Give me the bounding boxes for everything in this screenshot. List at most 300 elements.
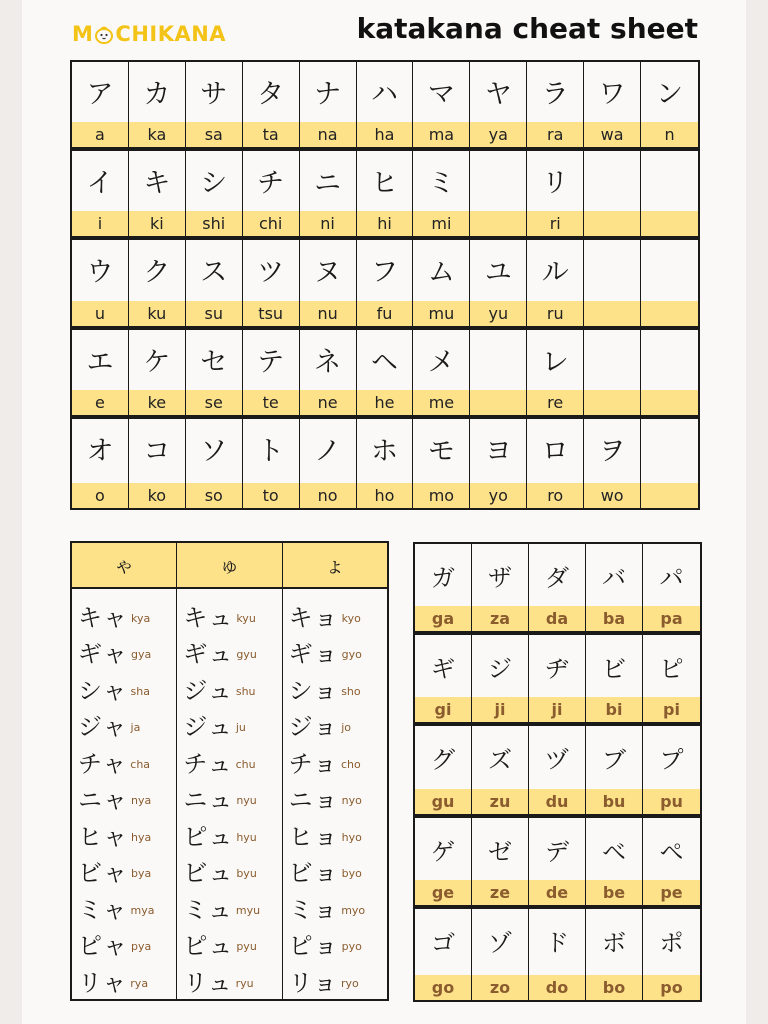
yoon-row bbox=[72, 634, 176, 671]
kana-char: ク bbox=[143, 257, 171, 289]
kana-cell bbox=[357, 151, 414, 240]
kana-char: ユ bbox=[484, 257, 512, 289]
romaji-label: go bbox=[415, 975, 471, 1000]
yoon-kana: ニョ bbox=[288, 786, 339, 815]
kana-cell bbox=[641, 419, 698, 508]
logo bbox=[72, 22, 226, 46]
romaji-label: du bbox=[529, 789, 585, 814]
romaji-label bbox=[584, 301, 640, 326]
yoon-romaji: nyu bbox=[236, 794, 257, 808]
romaji-label: za bbox=[472, 606, 528, 631]
yoon-kana: ショ bbox=[288, 676, 339, 705]
yoon-romaji: hyo bbox=[341, 830, 362, 844]
kana-cell bbox=[413, 419, 470, 508]
kana-char: リ bbox=[541, 168, 569, 200]
mascot-icon bbox=[94, 24, 114, 44]
dakuten-cell bbox=[586, 635, 643, 726]
yoon-romaji: pya bbox=[131, 940, 152, 954]
romaji-label bbox=[641, 301, 698, 326]
kana-cell bbox=[300, 151, 357, 240]
dakuten-grid bbox=[413, 542, 702, 1002]
page-title: katakana cheat sheet bbox=[356, 12, 698, 45]
kana-char: ケ bbox=[143, 346, 171, 378]
logo-text-start: M bbox=[72, 22, 94, 46]
romaji-label: fu bbox=[357, 301, 413, 326]
kana-cell bbox=[300, 240, 357, 329]
kana-char: ヌ bbox=[314, 257, 342, 289]
dakuten-cell bbox=[586, 544, 643, 635]
kana-char: テ bbox=[257, 346, 285, 378]
kana-char: ア bbox=[86, 79, 114, 110]
dakuten-cell bbox=[529, 818, 586, 909]
yoon-kana: チョ bbox=[288, 749, 338, 778]
kana-char: ド bbox=[545, 928, 569, 957]
yoon-row bbox=[72, 853, 176, 890]
kana-cell bbox=[129, 240, 186, 329]
kana-char: ン bbox=[656, 79, 684, 110]
yoon-romaji: gyu bbox=[236, 648, 257, 662]
kana-cell bbox=[129, 330, 186, 419]
yoon-header: ゃ bbox=[72, 543, 176, 589]
dakuten-cell bbox=[415, 818, 472, 909]
yoon-kana: ミュ bbox=[183, 895, 233, 924]
kana-cell bbox=[186, 62, 243, 151]
yoon-romaji: hyu bbox=[236, 830, 257, 844]
romaji-label: yo bbox=[470, 483, 526, 508]
yoon-header: ょ bbox=[283, 543, 387, 589]
dakuten-cell bbox=[472, 544, 529, 635]
yoon-kana: ニャ bbox=[78, 786, 128, 815]
romaji-label: ni bbox=[300, 211, 356, 236]
romaji-label: bo bbox=[586, 975, 642, 1000]
romaji-label: ji bbox=[529, 697, 585, 722]
kana-char: ル bbox=[541, 257, 569, 289]
yoon-romaji: gyo bbox=[341, 648, 362, 662]
kana-char: ム bbox=[427, 257, 455, 289]
yoon-row bbox=[177, 597, 281, 634]
dakuten-cell bbox=[586, 909, 643, 1000]
yoon-romaji: ju bbox=[235, 721, 246, 735]
kana-cell bbox=[357, 419, 414, 508]
kana-char: マ bbox=[427, 79, 455, 110]
yoon-kana: ピャ bbox=[78, 932, 128, 961]
kana-cell bbox=[72, 240, 129, 329]
yoon-row bbox=[283, 670, 387, 707]
yoon-row bbox=[72, 670, 176, 707]
yoon-row bbox=[283, 889, 387, 926]
kana-char: ヂ bbox=[545, 655, 569, 684]
romaji-label: na bbox=[300, 122, 356, 147]
kana-char: メ bbox=[427, 346, 455, 378]
yoon-kana: ミャ bbox=[78, 895, 128, 924]
dakuten-cell bbox=[415, 909, 472, 1000]
kana-cell bbox=[641, 62, 698, 151]
yoon-romaji: kyo bbox=[341, 611, 361, 625]
kana-cell bbox=[300, 62, 357, 151]
romaji-label: shi bbox=[186, 211, 242, 236]
kana-cell bbox=[129, 151, 186, 240]
yoon-kana: チュ bbox=[183, 749, 233, 778]
kana-char: ギ bbox=[431, 655, 455, 684]
romaji-label: me bbox=[413, 390, 469, 415]
kana-char: パ bbox=[659, 564, 684, 592]
yoon-kana: ジャ bbox=[78, 713, 128, 742]
kana-char: デ bbox=[545, 837, 569, 866]
yoon-kana: ビュ bbox=[183, 859, 234, 888]
yoon-romaji: pyu bbox=[236, 940, 257, 954]
romaji-label: de bbox=[529, 880, 585, 905]
romaji-label: a bbox=[72, 122, 128, 147]
kana-cell bbox=[413, 62, 470, 151]
kana-char: フ bbox=[370, 257, 398, 289]
kana-char: ウ bbox=[86, 257, 114, 289]
dakuten-cell bbox=[643, 818, 700, 909]
kana-char: ト bbox=[257, 435, 285, 467]
yoon-romaji: ryo bbox=[340, 976, 359, 990]
kana-cell bbox=[470, 240, 527, 329]
romaji-label: pu bbox=[643, 789, 700, 814]
yoon-kana: ギョ bbox=[288, 640, 339, 669]
yoon-romaji: bya bbox=[131, 867, 152, 881]
kana-char: オ bbox=[86, 435, 114, 467]
kana-char: ヒ bbox=[370, 168, 398, 200]
kana-cell bbox=[527, 151, 584, 240]
dakuten-cell bbox=[472, 818, 529, 909]
romaji-label: ho bbox=[357, 483, 413, 508]
dakuten-cell bbox=[586, 818, 643, 909]
yoon-kana: ピュ bbox=[183, 932, 234, 961]
romaji-label: mu bbox=[413, 301, 469, 326]
yoon-row bbox=[72, 926, 176, 963]
yoon-romaji: nya bbox=[131, 794, 152, 808]
kana-char: ボ bbox=[602, 928, 626, 957]
yoon-row bbox=[72, 889, 176, 926]
kana-char: ベ bbox=[602, 837, 626, 866]
romaji-label: o bbox=[72, 483, 128, 508]
kana-char: キ bbox=[143, 168, 171, 200]
yoon-kana: ヒャ bbox=[78, 822, 128, 851]
dakuten-cell bbox=[529, 635, 586, 726]
kana-cell bbox=[470, 62, 527, 151]
yoon-row bbox=[283, 634, 387, 671]
yoon-romaji: hya bbox=[131, 830, 152, 844]
romaji-label: he bbox=[357, 390, 413, 415]
romaji-label: ge bbox=[415, 880, 471, 905]
yoon-kana: ヒョ bbox=[288, 822, 339, 851]
romaji-label: pi bbox=[643, 697, 700, 722]
kana-char: セ bbox=[200, 346, 228, 378]
romaji-label: bu bbox=[586, 789, 642, 814]
yoon-romaji: sha bbox=[130, 684, 150, 698]
yoon-romaji: chu bbox=[235, 757, 256, 771]
romaji-label: nu bbox=[300, 301, 356, 326]
kana-cell bbox=[470, 419, 527, 508]
yoon-kana: ジュ bbox=[183, 676, 233, 705]
kana-cell bbox=[186, 330, 243, 419]
kana-char: ソ bbox=[200, 435, 228, 467]
yoon-kana: リャ bbox=[78, 968, 128, 997]
kana-char: ブ bbox=[602, 746, 626, 775]
dakuten-cell bbox=[529, 726, 586, 817]
yoon-column bbox=[177, 543, 282, 999]
yoon-kana: ミョ bbox=[288, 895, 339, 924]
yoon-column bbox=[283, 543, 387, 999]
romaji-label: ga bbox=[415, 606, 471, 631]
dakuten-cell bbox=[415, 635, 472, 726]
yoon-row bbox=[177, 707, 281, 744]
dakuten-cell bbox=[529, 544, 586, 635]
dakuten-cell bbox=[415, 544, 472, 635]
kana-char: チ bbox=[257, 168, 285, 200]
romaji-label: se bbox=[186, 390, 242, 415]
kana-cell bbox=[300, 419, 357, 508]
romaji-label: ta bbox=[243, 122, 299, 147]
romaji-label: te bbox=[243, 390, 299, 415]
yoon-row bbox=[283, 853, 387, 890]
romaji-label: ji bbox=[472, 697, 528, 722]
romaji-label: be bbox=[586, 880, 642, 905]
romaji-label: wa bbox=[584, 122, 640, 147]
yoon-romaji: ryu bbox=[235, 976, 254, 990]
romaji-label: ku bbox=[129, 301, 185, 326]
kana-cell bbox=[357, 62, 414, 151]
kana-char: ゾ bbox=[488, 928, 512, 957]
kana-cell bbox=[641, 330, 698, 419]
romaji-label: tsu bbox=[243, 301, 299, 326]
romaji-label: po bbox=[643, 975, 700, 1000]
romaji-label: gu bbox=[415, 789, 471, 814]
romaji-label: wo bbox=[584, 483, 640, 508]
kana-char: ビ bbox=[602, 655, 626, 684]
kana-char: ペ bbox=[659, 837, 684, 866]
romaji-label: zu bbox=[472, 789, 528, 814]
yoon-kana: キャ bbox=[78, 603, 128, 632]
yoon-row bbox=[72, 743, 176, 780]
yoon-row bbox=[72, 707, 176, 744]
kana-cell bbox=[527, 62, 584, 151]
yoon-romaji: byo bbox=[341, 867, 362, 881]
kana-char: ニ bbox=[314, 168, 342, 200]
kana-char: ヅ bbox=[545, 746, 569, 775]
romaji-label: i bbox=[72, 211, 128, 236]
kana-char: ロ bbox=[541, 435, 569, 467]
romaji-label: to bbox=[243, 483, 299, 508]
yoon-row bbox=[177, 962, 281, 999]
romaji-label: re bbox=[527, 390, 583, 415]
kana-cell bbox=[584, 151, 641, 240]
romaji-label: chi bbox=[243, 211, 299, 236]
yoon-row bbox=[283, 707, 387, 744]
kana-cell bbox=[300, 330, 357, 419]
romaji-label: ze bbox=[472, 880, 528, 905]
kana-char: ス bbox=[200, 257, 228, 289]
yoon-kana: シャ bbox=[78, 676, 128, 705]
kana-char: ラ bbox=[541, 79, 569, 110]
kana-cell bbox=[527, 240, 584, 329]
yoon-romaji: sho bbox=[341, 684, 361, 698]
kana-cell bbox=[243, 240, 300, 329]
romaji-label: ru bbox=[527, 301, 583, 326]
romaji-label: u bbox=[72, 301, 128, 326]
kana-char: ナ bbox=[314, 79, 342, 110]
kana-cell bbox=[243, 419, 300, 508]
kana-char: イ bbox=[86, 168, 114, 200]
kana-char: ヘ bbox=[370, 346, 398, 378]
yoon-kana: ニュ bbox=[183, 786, 234, 815]
kana-cell bbox=[72, 330, 129, 419]
yoon-row bbox=[283, 780, 387, 817]
yoon-row bbox=[177, 670, 281, 707]
romaji-label: e bbox=[72, 390, 128, 415]
yoon-row bbox=[72, 597, 176, 634]
dakuten-cell bbox=[586, 726, 643, 817]
kana-cell bbox=[470, 151, 527, 240]
yoon-romaji: kyu bbox=[236, 611, 256, 625]
romaji-label: mi bbox=[413, 211, 469, 236]
yoon-row bbox=[72, 816, 176, 853]
kana-char: モ bbox=[427, 435, 455, 467]
yoon-kana: ビャ bbox=[78, 859, 128, 888]
kana-char: サ bbox=[200, 79, 228, 110]
kana-cell bbox=[129, 419, 186, 508]
kana-char: ポ bbox=[659, 928, 684, 957]
yoon-row bbox=[283, 743, 387, 780]
yoon-kana: ジョ bbox=[288, 713, 339, 742]
logo-text-end: CHIKANA bbox=[115, 22, 227, 46]
romaji-label: da bbox=[529, 606, 585, 631]
romaji-label: n bbox=[641, 122, 698, 147]
dakuten-cell bbox=[643, 909, 700, 1000]
yoon-row bbox=[283, 962, 387, 999]
yoon-romaji: ja bbox=[130, 721, 141, 735]
romaji-label: do bbox=[529, 975, 585, 1000]
yoon-romaji: nyo bbox=[341, 794, 362, 808]
kana-char: ノ bbox=[314, 435, 342, 467]
romaji-label bbox=[470, 211, 526, 236]
dakuten-cell bbox=[529, 909, 586, 1000]
yoon-romaji: gya bbox=[131, 648, 152, 662]
kana-char: ワ bbox=[598, 79, 626, 110]
yoon-kana: ジュ bbox=[183, 713, 233, 742]
kana-char: カ bbox=[143, 79, 171, 110]
yoon-row bbox=[177, 743, 281, 780]
dakuten-cell bbox=[643, 544, 700, 635]
kana-char: ホ bbox=[370, 435, 398, 467]
romaji-label bbox=[641, 390, 698, 415]
yoon-romaji: mya bbox=[130, 903, 155, 917]
kana-char: ズ bbox=[488, 746, 512, 775]
dakuten-cell bbox=[643, 726, 700, 817]
kana-char: プ bbox=[659, 746, 684, 775]
dakuten-cell bbox=[472, 909, 529, 1000]
yoon-row bbox=[177, 926, 281, 963]
kana-cell bbox=[357, 240, 414, 329]
kana-char: バ bbox=[602, 564, 626, 592]
gojuon-grid bbox=[70, 60, 700, 510]
dakuten-cell bbox=[472, 726, 529, 817]
kana-char: ダ bbox=[545, 564, 569, 592]
yoon-kana: ギュ bbox=[183, 640, 234, 669]
yoon-kana: キョ bbox=[288, 603, 339, 632]
romaji-label: zo bbox=[472, 975, 528, 1000]
yoon-romaji: rya bbox=[130, 976, 149, 990]
romaji-label: ya bbox=[470, 122, 526, 147]
romaji-label: bi bbox=[586, 697, 642, 722]
romaji-label bbox=[470, 390, 526, 415]
kana-cell bbox=[413, 240, 470, 329]
kana-char: ツ bbox=[257, 257, 285, 289]
yoon-header: ゅ bbox=[177, 543, 281, 589]
yoon-romaji: myu bbox=[235, 903, 261, 917]
kana-cell bbox=[186, 419, 243, 508]
yoon-row bbox=[283, 816, 387, 853]
kana-cell bbox=[186, 240, 243, 329]
romaji-label: ma bbox=[413, 122, 469, 147]
yoon-row bbox=[177, 853, 281, 890]
kana-cell bbox=[470, 330, 527, 419]
romaji-label: sa bbox=[186, 122, 242, 147]
yoon-table bbox=[70, 541, 389, 1001]
romaji-label bbox=[641, 483, 698, 508]
kana-char: ネ bbox=[314, 346, 342, 378]
kana-char: ザ bbox=[488, 564, 512, 592]
kana-char: タ bbox=[257, 79, 285, 110]
kana-char: ミ bbox=[427, 168, 455, 200]
yoon-romaji: kya bbox=[131, 611, 151, 625]
kana-cell bbox=[413, 330, 470, 419]
yoon-romaji: myo bbox=[341, 903, 366, 917]
yoon-row bbox=[72, 962, 176, 999]
yoon-kana: キュ bbox=[183, 603, 234, 632]
kana-cell bbox=[129, 62, 186, 151]
yoon-kana: ピュ bbox=[183, 822, 234, 851]
kana-char: ゼ bbox=[488, 837, 512, 866]
kana-char: ゴ bbox=[431, 928, 455, 957]
kana-cell bbox=[72, 419, 129, 508]
romaji-label bbox=[641, 211, 698, 236]
kana-cell bbox=[527, 419, 584, 508]
yoon-romaji: cha bbox=[130, 757, 151, 771]
yoon-romaji: byu bbox=[236, 867, 257, 881]
kana-char: レ bbox=[541, 346, 569, 378]
yoon-romaji: shu bbox=[235, 684, 256, 698]
romaji-label: mo bbox=[413, 483, 469, 508]
romaji-label: pe bbox=[643, 880, 700, 905]
kana-cell bbox=[243, 151, 300, 240]
romaji-label bbox=[584, 211, 640, 236]
kana-cell bbox=[527, 330, 584, 419]
romaji-label: ra bbox=[527, 122, 583, 147]
romaji-label: gi bbox=[415, 697, 471, 722]
kana-cell bbox=[357, 330, 414, 419]
romaji-label: ke bbox=[129, 390, 185, 415]
kana-char: ガ bbox=[431, 564, 455, 592]
kana-char: コ bbox=[143, 435, 171, 467]
yoon-kana: リュ bbox=[183, 968, 233, 997]
kana-cell bbox=[243, 62, 300, 151]
romaji-label: ha bbox=[357, 122, 413, 147]
kana-cell bbox=[641, 151, 698, 240]
romaji-label: ko bbox=[129, 483, 185, 508]
romaji-label: yu bbox=[470, 301, 526, 326]
yoon-column bbox=[72, 543, 177, 999]
kana-char: ヨ bbox=[484, 435, 512, 467]
romaji-label: no bbox=[300, 483, 356, 508]
yoon-row bbox=[177, 780, 281, 817]
kana-cell bbox=[72, 62, 129, 151]
kana-char: ジ bbox=[488, 655, 512, 684]
kana-cell bbox=[243, 330, 300, 419]
